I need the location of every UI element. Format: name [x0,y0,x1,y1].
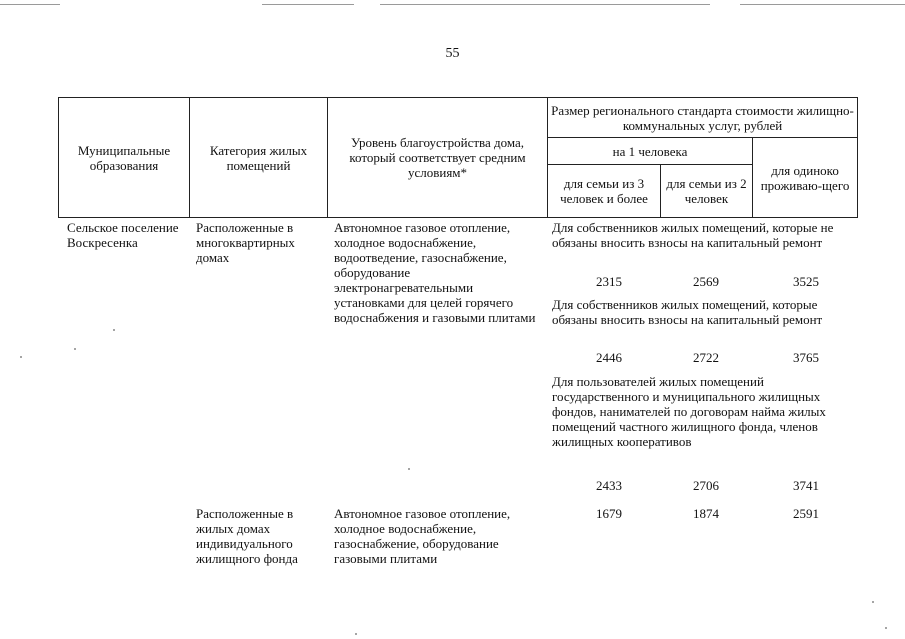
scan-speck [20,356,22,358]
scan-artifact-line [380,4,710,5]
row1-group3-family2: 2706 [693,478,719,493]
scan-artifact-line [262,4,354,5]
row2-single: 2591 [793,506,819,521]
scan-speck [74,348,76,350]
row1-group2-family2: 2722 [693,350,719,365]
scan-artifact-line [0,4,60,5]
row1-group1-label: Для собственников жилых помещений, которые не обязаны вносить взносы на капитальный ремонт [552,220,834,250]
header-level: Уровень благоустройства дома, который соответствует средним условиям* [328,98,548,218]
row2-category: Расположенные в жилых домах индивидуального жилищного фонда [196,506,298,566]
row1-category: Расположенные в многоквартирных домах [196,220,295,265]
row1-municipality: Сельское поселение Воскресенка [67,220,179,250]
row2-family2: 1874 [693,506,719,521]
header-table [58,97,858,218]
scan-artifact-line [740,4,905,5]
header-category: Категория жилых помещений [190,98,328,218]
row1-group3-family3: 2433 [596,478,622,493]
row1-group3-label: Для пользователей жилых помещений государственного и муниципального жилищных фондов, нанимателей по договорам найма жилых помещений частного жилищного фонда, членов жилищных кооперативов [552,374,826,449]
row1-group2-label: Для собственников жилых помещений, которые обязаны вносить взносы на капитальный ремонт [552,297,823,327]
row1-group2-single: 3765 [793,350,819,365]
scan-speck [885,627,887,629]
scan-speck [113,329,115,331]
row1-group1-family3: 2315 [596,274,622,289]
row1-group1-single: 3525 [793,274,819,289]
row1-group3-single: 3741 [793,478,819,493]
header-family3: для семьи из 3 человек и более [548,165,661,218]
header-municipality: Муниципальные образования [59,98,190,218]
row2-level: Автономное газовое отопление, холодное водоснабжение, газоснабжение, оборудование газовыми плитами [334,506,511,566]
header-per-person: на 1 человека [548,138,753,165]
scan-speck [408,468,410,470]
row2-family3: 1679 [596,506,622,521]
scan-speck [355,633,357,635]
row1-level: Автономное газовое отопление, холодное водоснабжение, водоотведение, газоснабжение, оборудование электронагревательными установками для целей горячего водоснабжения и газовыми плитами [334,220,536,325]
header-family2: для семьи из 2 человек [661,165,753,218]
page-number: 55 [445,46,460,61]
header-size-group: Размер регионального стандарта стоимости жилищно-коммунальных услуг, рублей [548,98,858,138]
row1-group1-family2: 2569 [693,274,719,289]
header-single: для одиноко проживаю-щего [753,138,858,218]
scan-speck [872,601,874,603]
row1-group2-family3: 2446 [596,350,622,365]
